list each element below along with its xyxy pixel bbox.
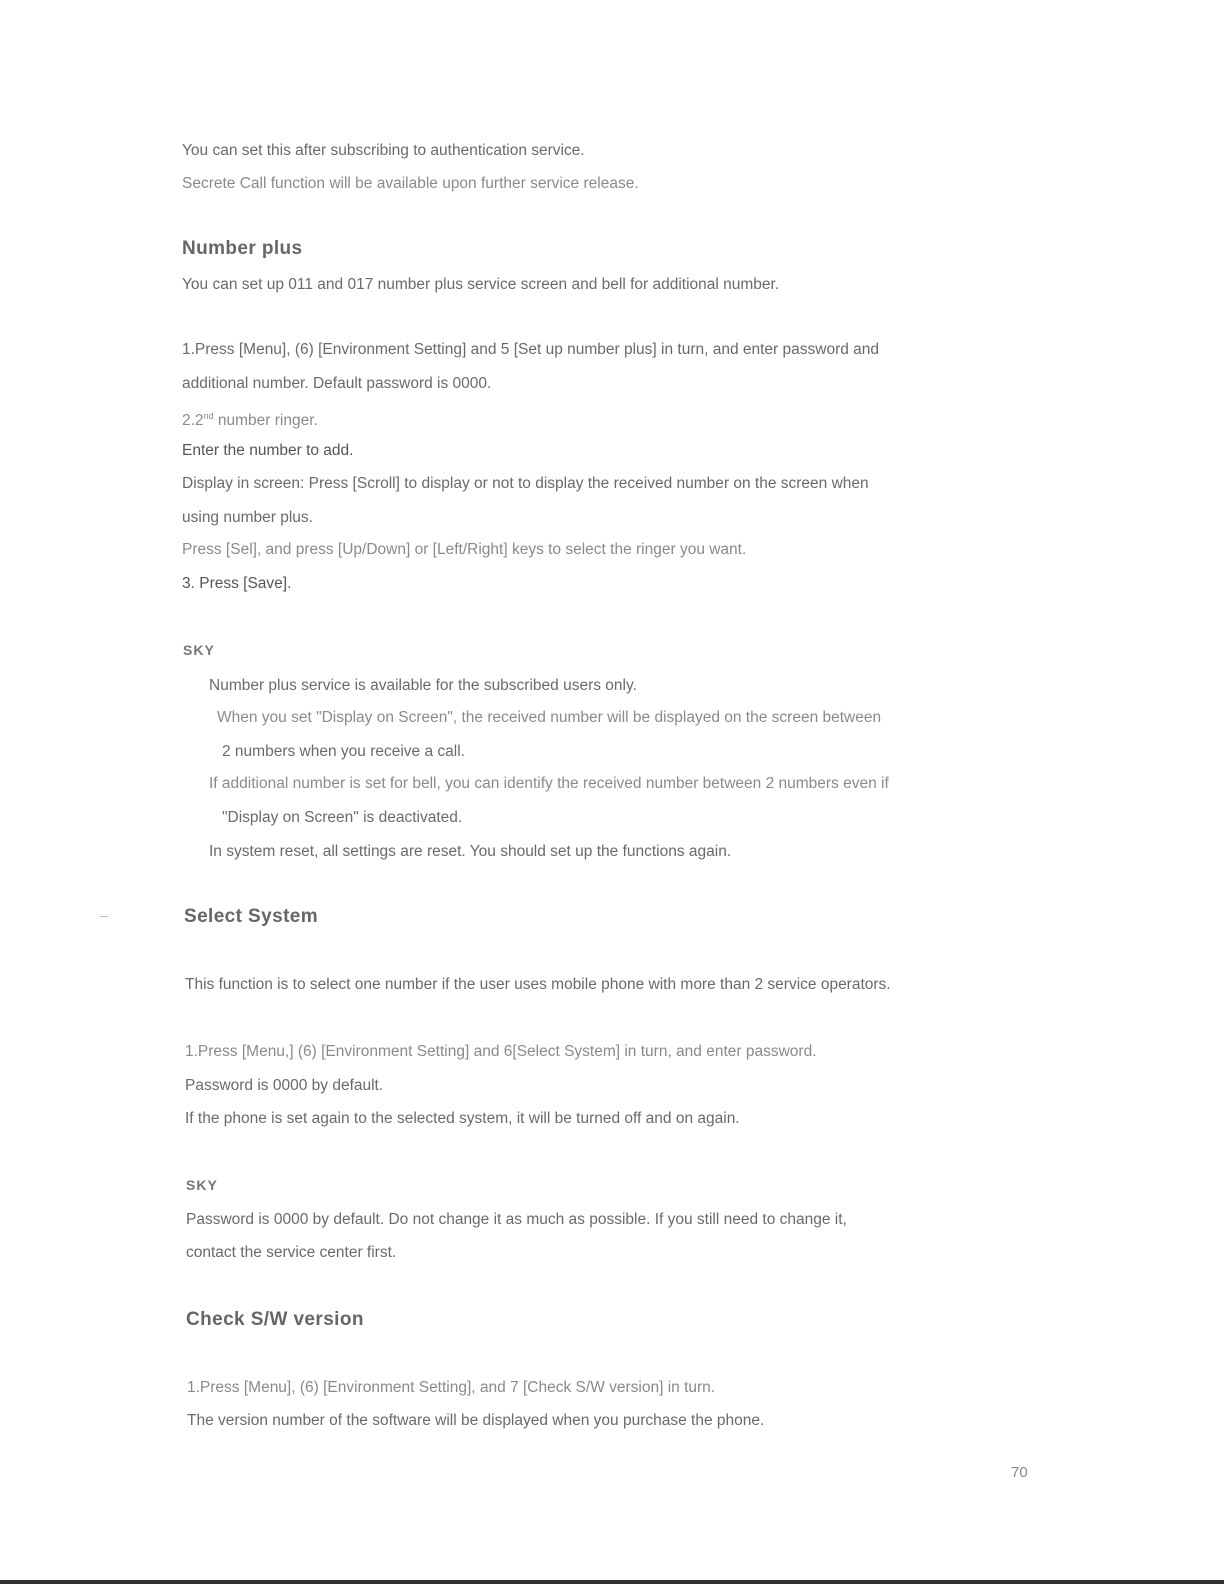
select-system-note-b: contact the service center first. (186, 1244, 397, 1261)
sky-note-2b: 2 numbers when you receive a call. (222, 743, 465, 760)
section-heading-number-plus: Number plus (182, 238, 303, 259)
display-in-screen-line-a: Display in screen: Press [Scroll] to display or not to display the received number on the screen when (182, 475, 869, 492)
sky-note-4: In system reset, all settings are reset. You should set up the functions again. (209, 843, 732, 860)
select-system-note-a: Password is 0000 by default. Do not change it as much as possible. If you still need to change it, (186, 1211, 847, 1228)
number-plus-step-3: 3. Press [Save]. (182, 575, 292, 592)
sky-label-2: SKY (186, 1177, 218, 1193)
margin-mark (100, 916, 108, 917)
intro-line-1: You can set this after subscribing to authentication service. (182, 142, 585, 159)
number-plus-description: You can set up 011 and 017 number plus service screen and bell for additional number. (182, 276, 780, 293)
number-plus-step-2 (182, 406, 318, 431)
sky-note-3b: "Display on Screen" is deactivated. (222, 809, 463, 826)
select-system-step-1: 1.Press [Menu,] (6) [Environment Setting] and 6[Select System] in turn, and enter password. (185, 1043, 817, 1060)
step-2-superscript: nd (203, 411, 214, 421)
step-2-rest: number ringer. (213, 412, 318, 430)
check-sw-description: The version number of the software will be displayed when you purchase the phone. (187, 1412, 765, 1429)
page-number: 70 (1011, 1464, 1028, 1481)
select-system-reset: If the phone is set again to the selected system, it will be turned off and on again. (185, 1110, 740, 1127)
sky-note-3a: If additional number is set for bell, you can identify the received number between 2 numbers even if (209, 775, 889, 792)
enter-number-line: Enter the number to add. (182, 442, 354, 459)
select-system-password: Password is 0000 by default. (185, 1077, 384, 1094)
sky-note-2a: When you set "Display on Screen", the received number will be displayed on the screen between (217, 709, 882, 726)
check-sw-step-1: 1.Press [Menu], (6) [Environment Setting], and 7 [Check S/W version] in turn. (187, 1379, 716, 1396)
section-heading-check-sw-version: Check S/W version (186, 1309, 364, 1330)
step-2-prefix: 2.2 (182, 412, 204, 430)
sky-label: SKY (183, 642, 215, 658)
sky-note-1: Number plus service is available for the subscribed users only. (209, 677, 637, 694)
press-sel-line: Press [Sel], and press [Up/Down] or [Left/Right] keys to select the ringer you want. (182, 541, 747, 558)
page-bottom-edge (0, 1580, 1224, 1584)
intro-line-2: Secrete Call function will be available upon further service release. (182, 175, 639, 192)
number-plus-step-1b: additional number. Default password is 0000. (182, 375, 492, 392)
display-in-screen-line-b: using number plus. (182, 509, 313, 526)
section-heading-select-system: Select System (184, 906, 319, 927)
number-plus-step-1a: 1.Press [Menu], (6) [Environment Setting] and 5 [Set up number plus] in turn, and enter password and (182, 341, 880, 358)
select-system-description: This function is to select one number if the user uses mobile phone with more than 2 service operators. (185, 976, 891, 993)
